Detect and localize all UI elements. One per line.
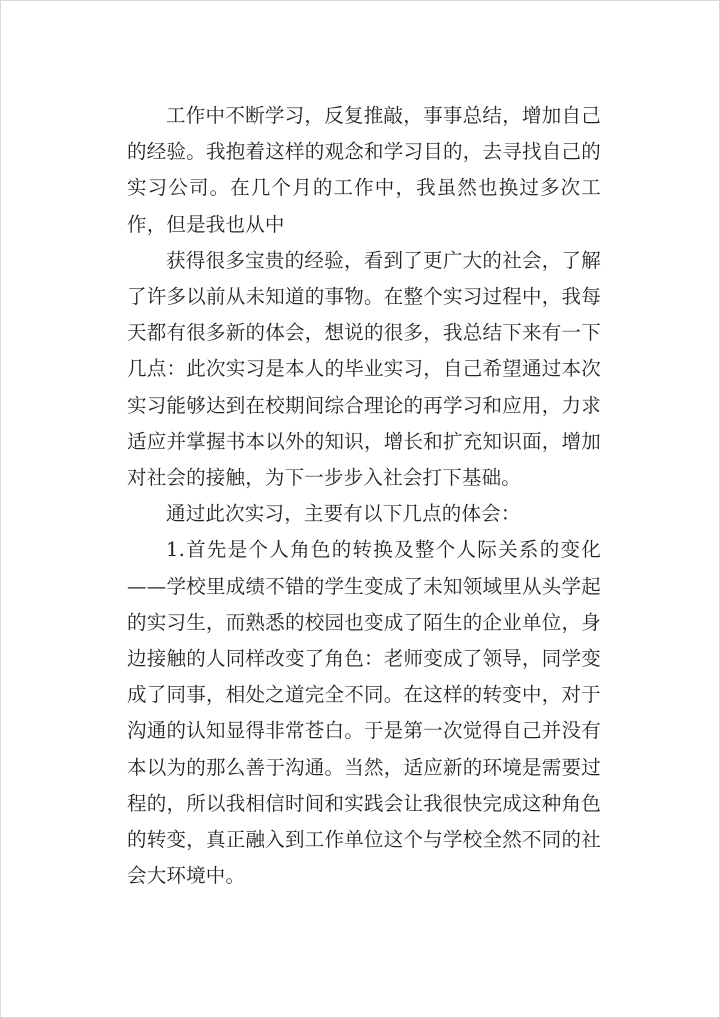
paragraph-1: 工作中不断学习，反复推敲，事事总结，增加自己的经验。我抱着这样的观念和学习目的，去寻找自己的实习公司。在几个月的工作中，我虽然也换过多次工作，但是我也从中 <box>127 104 601 236</box>
paragraph-4: 1.首先是个人角色的转换及整个人际关系的变化——学校里成绩不错的学生变成了未知领域里从头学起的实习生，而熟悉的校园也变成了陌生的企业单位，身边接触的人同样改变了角色：老师变成了领导，同学变成了同事，相处之道完全不同。在这样的转变中，对于沟通的认知显得非常苍白。于是第一次觉得自己并没有本以为的那么善于沟通。当然，适应新的环境是需要过程的，所以我相信时间和实践会让我很快完成这种角色的转变，真正融入到工作单位这个与学校全然不同的社会大环境中。 <box>127 538 601 888</box>
document-body <box>127 98 601 894</box>
paragraph-2: 获得很多宝贵的经验，看到了更广大的社会，了解了许多以前从未知道的事物。在整个实习过程中，我每天都有很多新的体会，想说的很多，我总结下来有一下几点：此次实习是本人的毕业实习，自己希望通过本次实习能够达到在校期间综合理论的再学习和应用，力求适应并掌握书本以外的知识，增长和扩充知识面，增加对社会的接触，为下一步步入社会打下基础。 <box>127 248 601 490</box>
paragraph-3: 通过此次实习，主要有以下几点的体会： <box>166 502 521 526</box>
